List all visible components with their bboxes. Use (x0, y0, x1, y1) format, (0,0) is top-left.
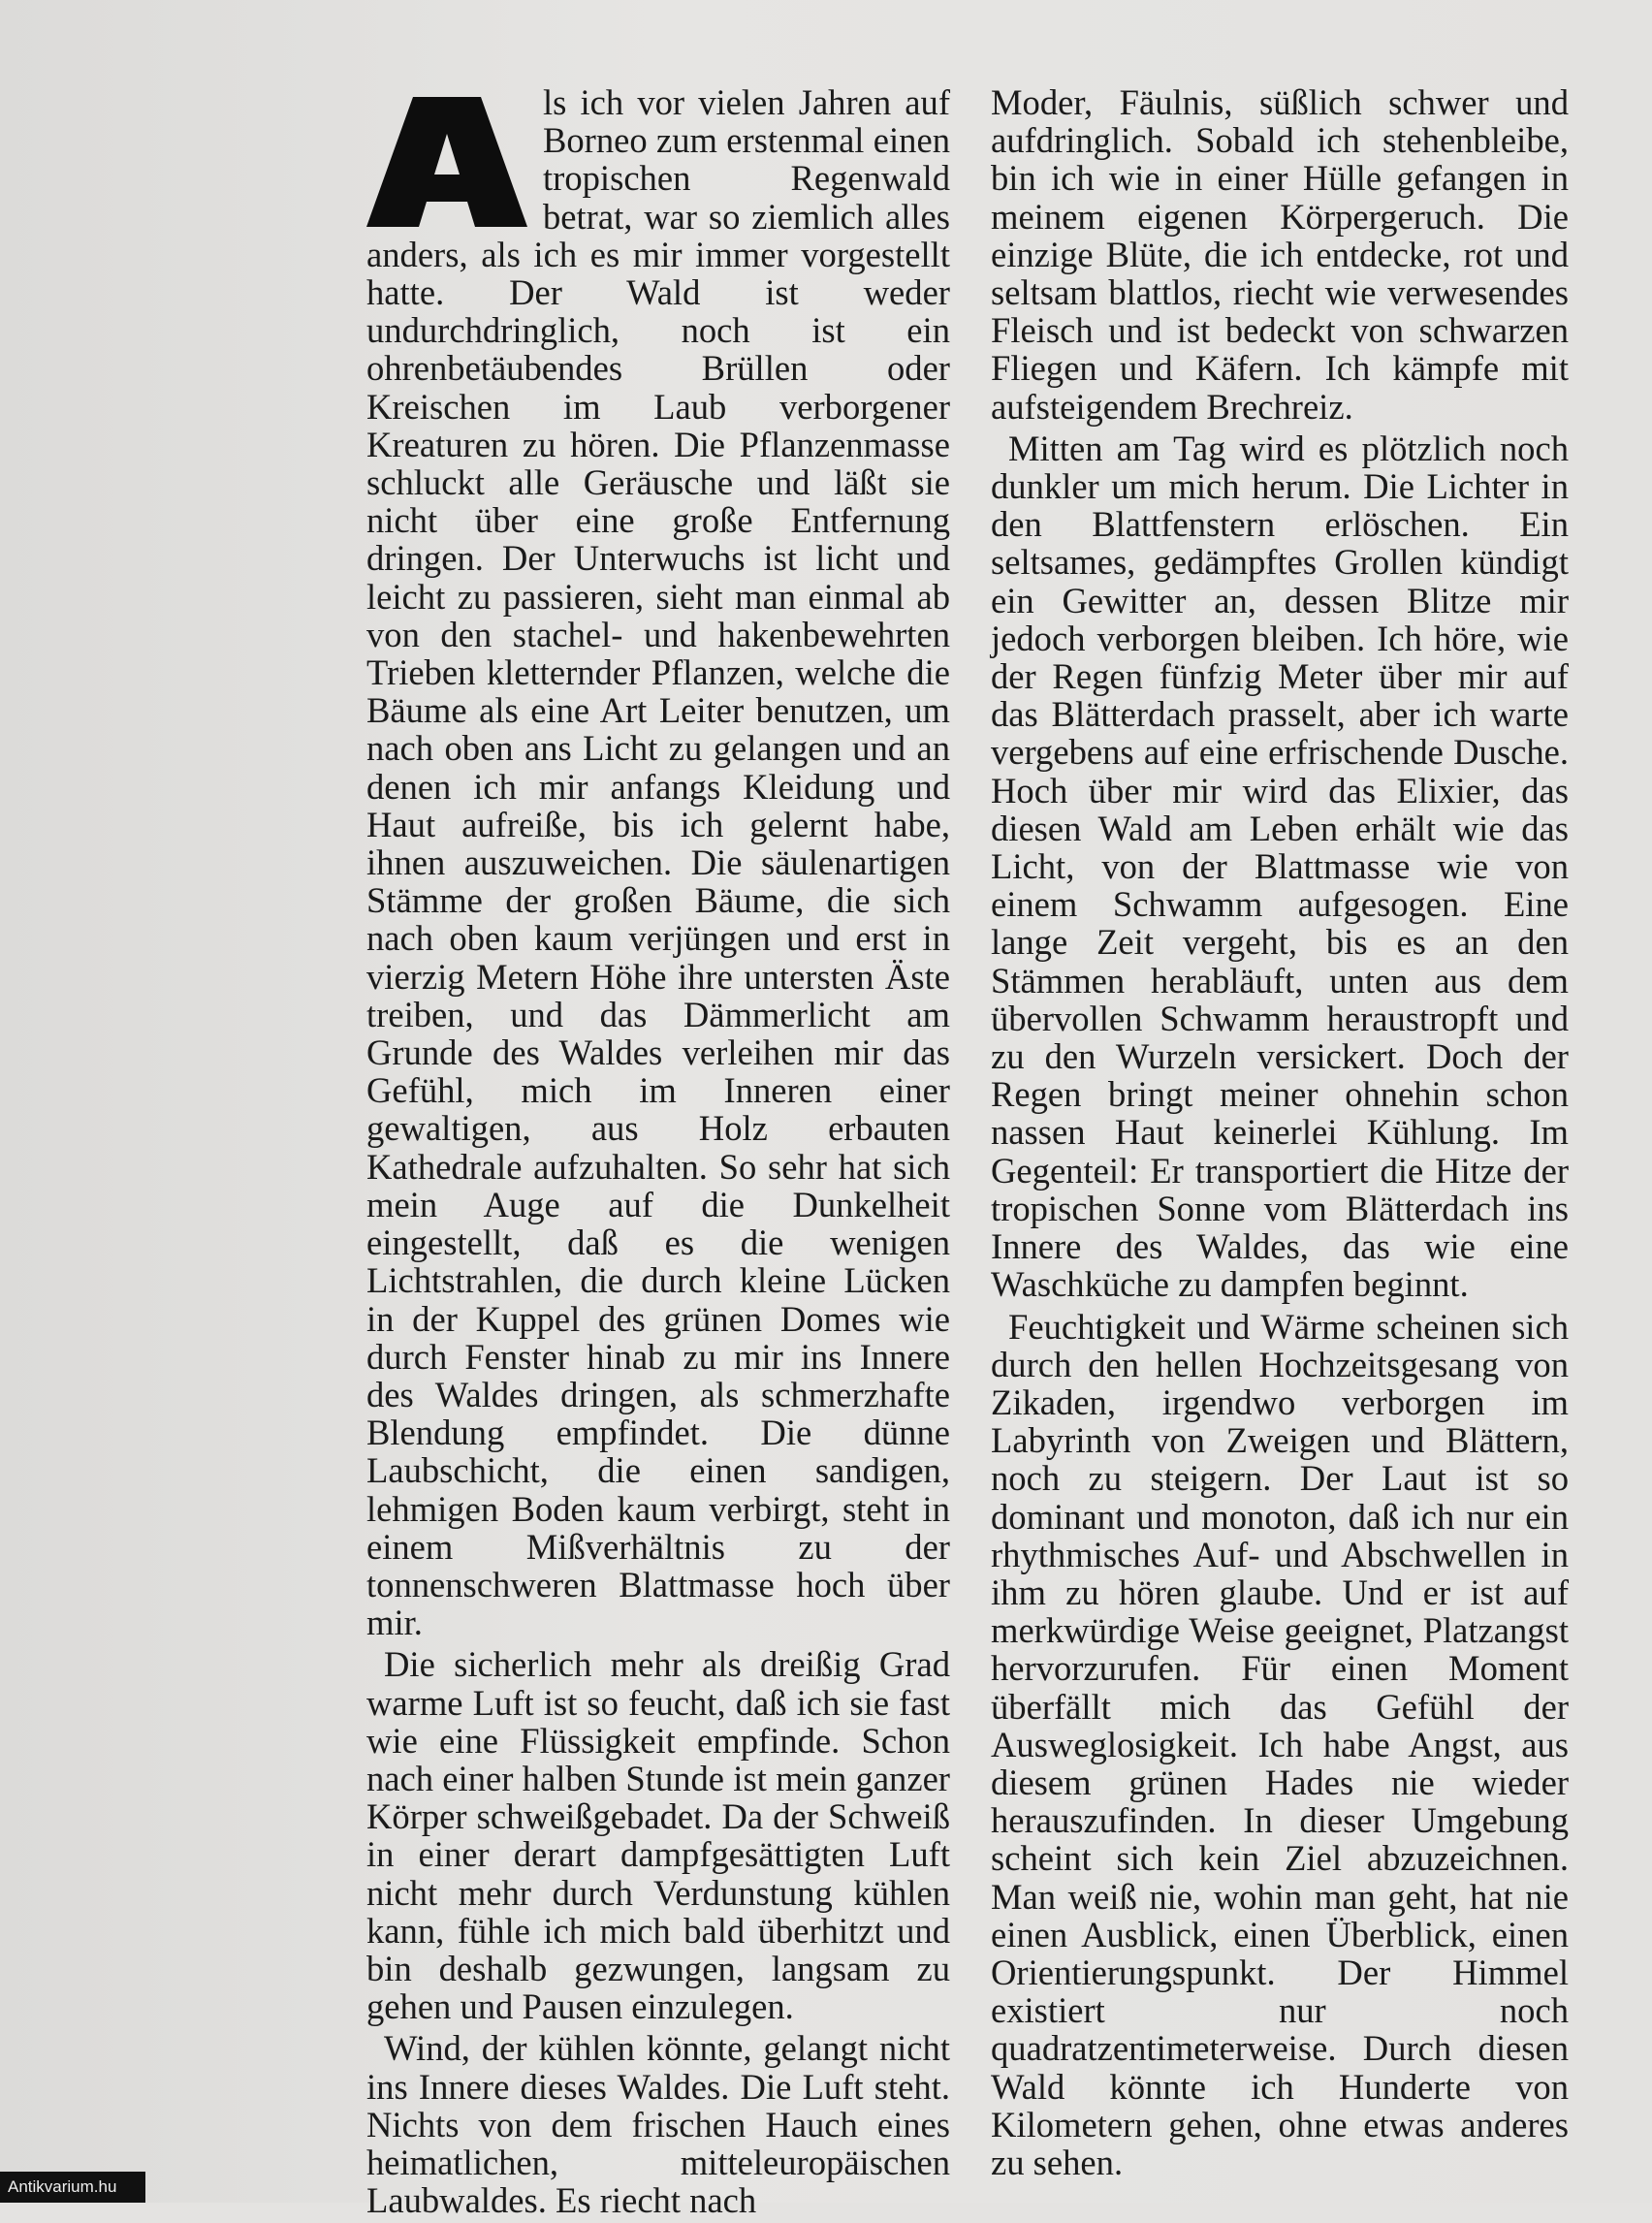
paragraph-2: Die sicherlich mehr als dreißig Grad warme Luft ist so feucht, daß ich sie fast wie eine Flüssigkeit empfinde. Schon nach einer halben Stunde ist mein ganzer Körper schweißgebadet. Da der Schweiß in einer derart dampfgesättigten Luft nicht mehr durch Verdunstung kühlen kann, fühle ich mich bald überhitzt und bin deshalb gezwungen, langsam zu gehen und Pausen einzulegen. (366, 1644, 950, 2027)
left-column (366, 83, 950, 2223)
paragraph-6: Feuchtigkeit und Wärme scheinen sich durch den hellen Hochzeitsgesang von Zikaden, irgendwo verborgen im Labyrinth von Zweigen und Blättern, noch zu steigern. Der Laut ist so dominant und monoton, daß ich nur ein rhythmisches Auf- und Abschwellen in ihm zu hören glaube. Und er ist auf merkwürdige Weise geeignet, Platzangst hervorzurufen. Für einen Moment überfällt mich das Gefühl der Ausweglosigkeit. Ich habe Angst, aus diesem grünen Hades nie wieder herauszufinden. In dieser Umgebung scheint sich kein Ziel abzuzeichnen. Man weiß nie, wohin man geht, hat nie einen Ausblick, einen Überblick, einen Orientierungspunkt. Der Himmel existiert nur noch quadratzentimeterweise. Durch diesen Wald könnte ich Hunderte von Kilometern gehen, ohne etwas anderes zu sehen. (991, 1306, 1569, 2182)
paragraph-5: Mitten am Tag wird es plötzlich noch dunkler um mich herum. Die Lichter in den Blattfenstern erlöschen. Ein seltsames, gedämpftes Grollen kündigt ein Gewitter an, dessen Blitze mir jedoch verborgen bleiben. Ich höre, wie der Regen fünfzig Meter über mir auf das Blätterdach prasselt, aber ich warte vergebens auf eine erfrischende Dusche. Hoch über mir wird das Elixier, das diesen Wald am Leben erhält wie das Licht, von der Blattmasse wie von einem Schwamm aufgesogen. Eine lange Zeit vergeht, bis es an den Stämmen herabläuft, unten aus dem übervollen Schwamm heraustropft und zu den Wurzeln versickert. Doch der Regen bringt meiner ohnehin schon nassen Haut keinerlei Kühlung. Im Gegenteil: Er transportiert die Hitze der tropischen Sonne vom Blätterdach ins Innere des Waldes, das wie eine Waschküche zu dampfen beginnt. (991, 428, 1569, 1305)
paragraph-1 (366, 83, 950, 1641)
drop-cap-letter (366, 97, 527, 227)
drop-cap (366, 97, 527, 227)
watermark-label: Antikvarium.hu (0, 2172, 145, 2203)
paragraph-4: Moder, Fäulnis, süßlich schwer und aufdringlich. Sobald ich stehenbleibe, bin ich wie in einer Hülle gefangen in meinem eigenen Körpergeruch. Die einzige Blüte, die ich entdecke, rot und seltsam blattlos, riecht wie verwesendes Fleisch und ist bedeckt von schwarzen Fliegen und Käfern. Ich kämpfe mit aufsteigendem Brechreiz. (991, 82, 1569, 427)
right-column (991, 83, 1569, 2185)
paragraph-text: ls ich vor vielen Jahren auf Borneo zum erstenmal einen tropischen Regenwald betrat, war so ziemlich alles anders, als ich es mir immer vorgestellt hatte. Der Wald ist weder undurchdringlich, noch ist ein ohrenbetäubendes Brüllen oder Kreischen im Laub verborgener Kreaturen zu hören. Die Pflanzenmasse schluckt alle Geräusche und läßt sie nicht über eine große Entfernung dringen. Der Unterwuchs ist licht und leicht zu passieren, sieht man einmal ab von den stachel- und hakenbewehrten Trieben kletternder Pflanzen, welche die Bäume als eine Art Leiter benutzen, um nach oben ans Licht zu gelangen und an denen ich mir anfangs Kleidung und Haut aufreiße, bis ich gelernt habe, ihnen auszuweichen. Die säulenartigen Stämme der großen Bäume, die sich nach oben kaum verjüngen und erst in vierzig Metern Höhe ihre untersten Äste treiben, und das Dämmerlicht am Grunde des Waldes verleihen mir das Gefühl, mich im Inneren einer gewaltigen, aus Holz erbauten Kathedrale aufzuhalten. So sehr hat sich mein Auge auf die Dunkelheit eingestellt, daß es die wenigen Lichtstrahlen, die durch kleine Lücken in der Kuppel des grünen Domes wie durch Fenster hinab zu mir ins Innere des Waldes dringen, als schmerzhafte Blendung empfindet. Die dünne Laubschicht, die einen sandigen, lehmigen Boden kaum verbirgt, steht in einem Mißverhältnis zu der tonnenschweren Blattmasse hoch über mir. (366, 82, 950, 1643)
paragraph-3: Wind, der kühlen könnte, gelangt nicht ins Innere dieses Waldes. Die Luft steht. Nichts von dem frischen Hauch eines heimatlichen, mitteleuropäischen Laubwaldes. Es riecht nach (366, 2028, 950, 2221)
